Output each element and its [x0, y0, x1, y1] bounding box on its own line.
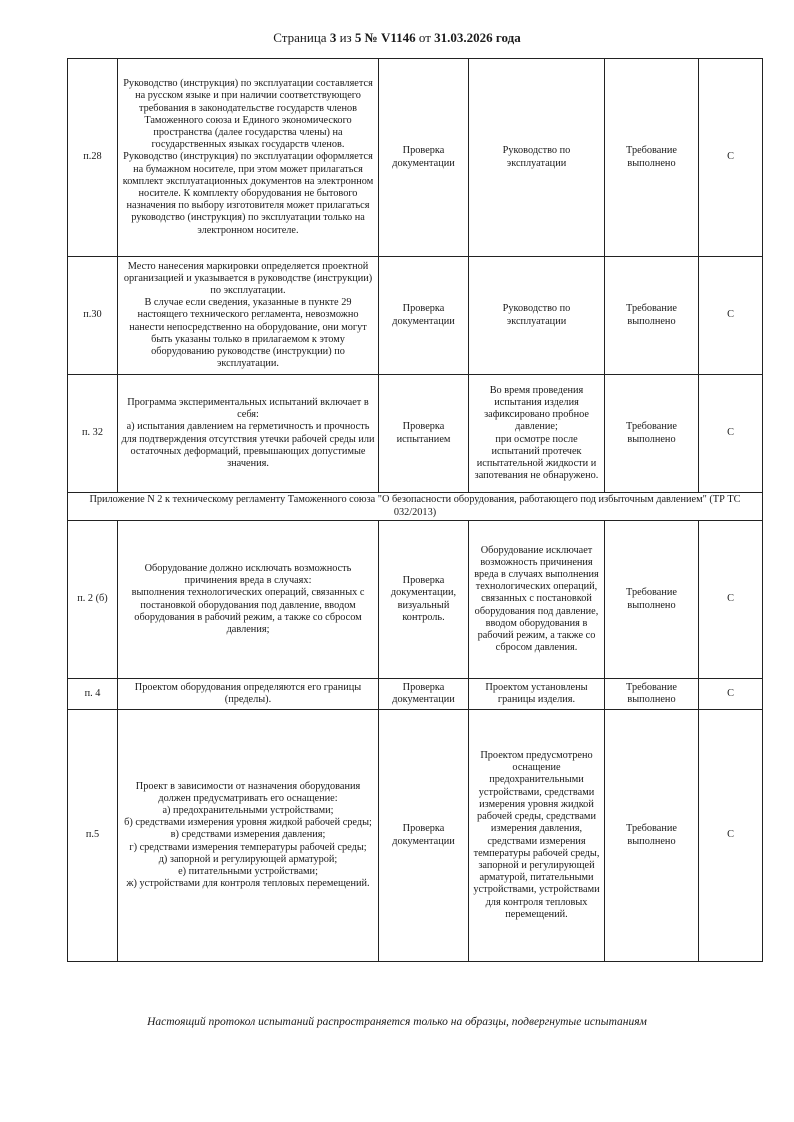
- page-header: [0, 30, 794, 46]
- conclusion-cell: Требование выполнено: [605, 375, 699, 493]
- clause-cell: п.28: [68, 59, 118, 257]
- page-header-prefix: Страница: [273, 30, 330, 45]
- method-cell: Проверка документации: [379, 679, 469, 710]
- page-header-from: от: [415, 30, 435, 45]
- result-cell: Во время проведения испытания изделия зафиксировано пробное давление; при осмотре после испытаний протечек испытательной жидкости и запотевания не обнаружено.: [469, 375, 605, 493]
- requirement-cell: Оборудование должно исключать возможность причинения вреда в случаях: выполнения технологических операций, связанных с постановкой оборудования под давление, вводом оборудования в рабочий режим, а также со сбросом давления;: [118, 521, 379, 679]
- mark-cell: С: [699, 679, 763, 710]
- clause-cell: п. 4: [68, 679, 118, 710]
- protocol-number: 5 № V1146: [354, 30, 416, 45]
- result-cell: Руководство по эксплуатации: [469, 59, 605, 257]
- mark-cell: С: [699, 257, 763, 375]
- section-row: [68, 493, 763, 521]
- page-header-of: из: [336, 30, 355, 45]
- table-row: [68, 375, 763, 493]
- result-cell: Оборудование исключает возможность причинения вреда в случаях выполнения технологических операций, связанных с постановкой оборудования под давление, вводом оборудования в рабочий режим, а также со сбросом давления.: [469, 521, 605, 679]
- mark-cell: С: [699, 521, 763, 679]
- conclusion-cell: Требование выполнено: [605, 521, 699, 679]
- clause-cell: п. 2 (б): [68, 521, 118, 679]
- table-row: [68, 679, 763, 710]
- table-row: [68, 710, 763, 962]
- mark-cell: С: [699, 59, 763, 257]
- section-title: Приложение N 2 к техническому регламенту Таможенного союза "О безопасности оборудования, работающего под избыточным давлением" (ТР ТС 032/2013): [68, 493, 763, 521]
- page-number: 3: [329, 30, 337, 45]
- method-cell: Проверка документации: [379, 710, 469, 962]
- conclusion-cell: Требование выполнено: [605, 710, 699, 962]
- protocol-date: 31.03.2026 года: [434, 30, 521, 45]
- requirement-cell: Проектом оборудования определяются его границы (пределы).: [118, 679, 379, 710]
- result-cell: Проектом установлены границы изделия.: [469, 679, 605, 710]
- method-cell: Проверка документации: [379, 59, 469, 257]
- result-cell: Руководство по эксплуатации: [469, 257, 605, 375]
- requirement-cell: Программа экспериментальных испытаний включает в себя: а) испытания давлением на герметичность и прочность для подтверждения отсутствия утечки рабочей среды или остаточных деформаций, превышающих допустимые значения.: [118, 375, 379, 493]
- clause-cell: п.30: [68, 257, 118, 375]
- table-row: [68, 257, 763, 375]
- table-row: [68, 521, 763, 679]
- method-cell: Проверка испытанием: [379, 375, 469, 493]
- conclusion-cell: Требование выполнено: [605, 257, 699, 375]
- conclusion-cell: Требование выполнено: [605, 679, 699, 710]
- clause-cell: п. 32: [68, 375, 118, 493]
- requirement-cell: Проект в зависимости от назначения оборудования должен предусматривать его оснащение: а) предохранительными устройствами; б) средствами измерения уровня жидкой рабочей среды; в) средствами измерения давления; г) средствами измерения температуры рабочей среды; д) запорной и регулирующей арматурой; е) питательными устройствами; ж) устройствами для контроля тепловых перемещений.: [118, 710, 379, 962]
- requirement-cell: Руководство (инструкция) по эксплуатации составляется на русском языке и при наличии соответствующего требования в законодательстве государств членов Таможенного союза и Единого экономического пространства (далее государства члены) на государственных языках государств членов. Руководство (инструкция) по эксплуатации оформляется на бумажном носителе, при этом может прилагаться комплект эксплуатационных документов на электронном носителе. К комплекту оборудования не бытового назначения по выбору изготовителя может прилагаться руководство (инструкция) по эксплуатации только на электронном носителе.: [118, 59, 379, 257]
- result-cell: Проектом предусмотрено оснащение предохранительными устройствами, средствами измерения уровня жидкой рабочей среды, средствами измерения давления, средствами измерения температуры рабочей среды, запорной и регулирующей арматурой, питательными устройствами, устройствами для контроля тепловых перемещений.: [469, 710, 605, 962]
- compliance-table: [67, 58, 763, 962]
- table-row: [68, 59, 763, 257]
- clause-cell: п.5: [68, 710, 118, 962]
- requirement-cell: Место нанесения маркировки определяется проектной организацией и указывается в руководстве (инструкции) по эксплуатации. В случае если сведения, указанные в пункте 29 настоящего технического регламента, невозможно нанести непосредственно на оборудование, они могут быть указаны только в прилагаемом к этому оборудованию руководстве (инструкции) по эксплуатации.: [118, 257, 379, 375]
- method-cell: Проверка документации: [379, 257, 469, 375]
- mark-cell: С: [699, 375, 763, 493]
- method-cell: Проверка документации, визуальный контроль.: [379, 521, 469, 679]
- mark-cell: С: [699, 710, 763, 962]
- footer-note: Настоящий протокол испытаний распространяется только на образцы, подвергнутые испытаниям: [147, 1016, 647, 1028]
- conclusion-cell: Требование выполнено: [605, 59, 699, 257]
